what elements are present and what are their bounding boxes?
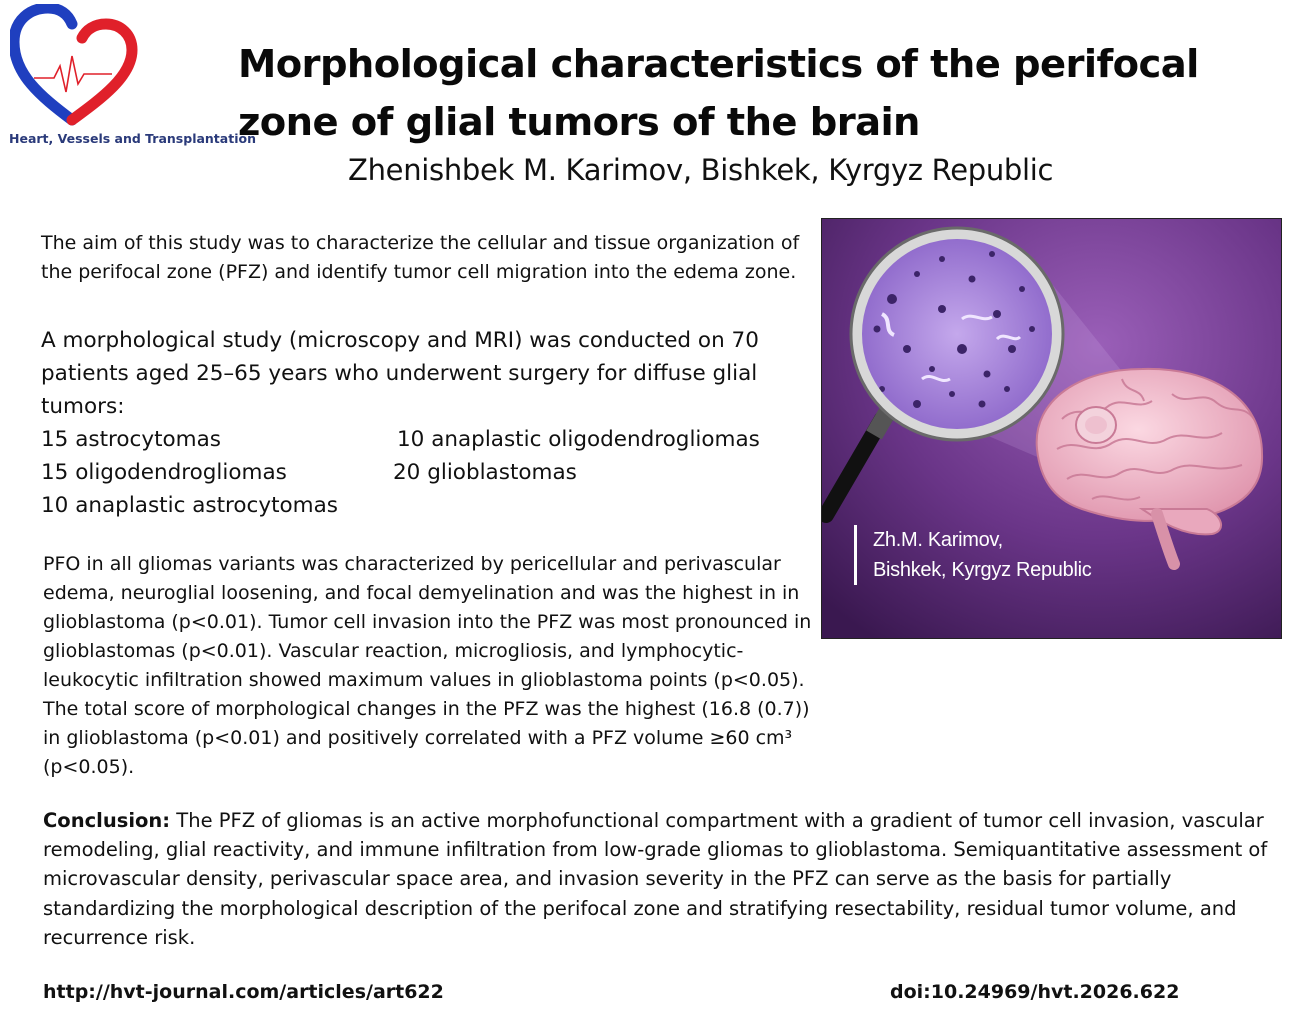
article-url-link[interactable]: http://hvt-journal.com/articles/art622 [43, 981, 444, 1003]
caption-line: Zh.M. Karimov, [873, 529, 1003, 551]
caption-line: Bishkek, Kyrgyz Republic [873, 559, 1092, 581]
figure-caption [854, 525, 1091, 585]
brain-illustration [821, 218, 1282, 639]
tumor-type-item: 15 astrocytomas [41, 427, 221, 452]
tumor-type-item: 20 glioblastomas [393, 460, 577, 485]
conclusion-text: The PFZ of gliomas is an active morphofunctional compartment with a gradient of tumor cell invasion, vascular remodeling, glial reactivity, and immune infiltration from low-grade gliomas to glioblastoma. Semiquantitative assessment of microvascular density, perivascular space area, and invasion severity in the PFZ can serve as the basis for partially standardizing the morphological description of the perifocal zone and stratifying resectability, residual tumor volume, and recurrence risk. [43, 809, 1268, 949]
conclusion-label: Conclusion: [43, 809, 171, 832]
journal-name: Heart, Vessels and Transplantation [9, 131, 256, 146]
aim-paragraph: The aim of this study was to characterize the cellular and tissue organization of the perifocal zone (PFZ) and identify tumor cell migration into the edema zone. [41, 232, 800, 283]
page-title: Morphological characteristics of the perifocal zone of glial tumors of the brain [238, 42, 1199, 145]
results-paragraph: PFO in all gliomas variants was characterized by pericellular and perivascular edema, neuroglial loosening, and focal demyelination and was the highest in in glioblastoma (p<0.01). Tumor cell invasion into the PFZ was most pronounced in glioblastomas (p<0.01). Vascular reaction, microgliosis, and lymphocytic-leukocytic infiltration showed maximum values in glioblastoma points (p<0.05). The total score of morphological changes in the PFZ was the highest (16.8 (0.7)) in glioblastoma (p<0.01) and positively correlated with a PFZ volume ≥60 cm³ (p<0.05). [43, 553, 812, 778]
heart-logo-icon [10, 4, 140, 128]
conclusion-paragraph [43, 806, 1283, 952]
tumor-type-item: 10 anaplastic astrocytomas [41, 493, 339, 518]
journal-logo [6, 4, 256, 152]
doi-link[interactable]: doi:10.24969/hvt.2026.622 [890, 981, 1180, 1003]
author-line: Zhenishbek M. Karimov, Bishkek, Kyrgyz Republic [348, 153, 1054, 187]
tumor-type-item: 15 oligodendrogliomas [41, 460, 287, 485]
tumor-type-item: 10 anaplastic oligodendrogliomas [397, 427, 760, 452]
study-paragraph: A morphological study (microscopy and MRI) was conducted on 70 patients aged 25–65 years who underwent surgery for diffuse glial tumors: [41, 328, 759, 419]
